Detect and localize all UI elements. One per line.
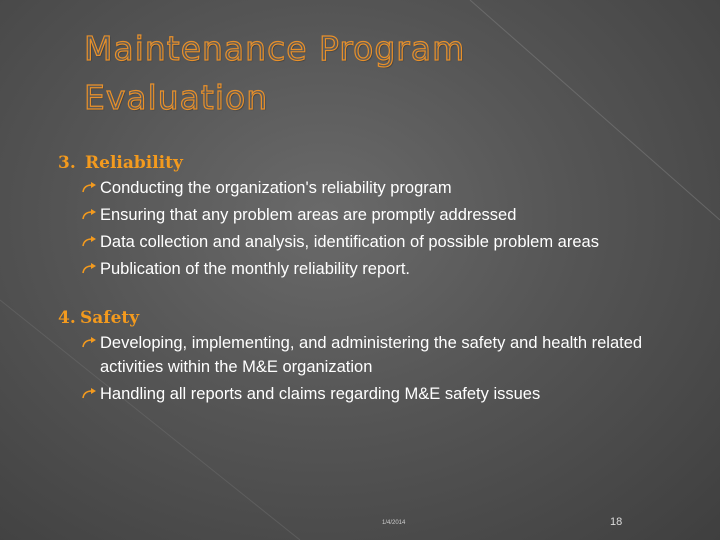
bullet-list (58, 176, 698, 281)
bullet-item (58, 230, 698, 254)
bullet-item (58, 331, 698, 379)
bullet-item (58, 176, 698, 200)
section-number: 3. (58, 153, 76, 173)
section-title: Safety (80, 308, 140, 328)
section-heading (58, 150, 698, 176)
page-number: 18 (610, 516, 623, 528)
bullet-item (58, 382, 698, 406)
curved-arrow-bullet-icon (82, 182, 97, 194)
bullet-item (58, 203, 698, 227)
bullet-item (58, 257, 698, 281)
section-heading (58, 305, 698, 331)
section-reliability (58, 150, 698, 281)
curved-arrow-bullet-icon (82, 388, 97, 400)
bullet-text: Conducting the organization's reliability program (100, 179, 452, 197)
curved-arrow-bullet-icon (82, 263, 97, 275)
section-number: 4. (58, 308, 76, 328)
curved-arrow-bullet-icon (82, 209, 97, 221)
curved-arrow-bullet-icon (82, 337, 97, 349)
section-title: Reliability (85, 153, 183, 173)
section-safety (58, 305, 698, 406)
slide-title-line-2: Evaluation (84, 78, 269, 117)
bullet-text: Data collection and analysis, identification of possible problem areas (100, 233, 599, 251)
slide-title (84, 24, 684, 122)
bullet-text: Handling all reports and claims regarding M&E safety issues (100, 385, 541, 403)
bullet-text: Publication of the monthly reliability report. (100, 260, 410, 278)
slide-title-line-1: Maintenance Program (84, 29, 466, 68)
slide-content (58, 150, 698, 409)
bullet-list (58, 331, 698, 406)
bullet-text: Developing, implementing, and administering the safety and health related activities within the M&E organization (100, 334, 643, 376)
curved-arrow-bullet-icon (82, 236, 97, 248)
bullet-text: Ensuring that any problem areas are promptly addressed (100, 206, 517, 224)
footer-date: 1/4/2014 (382, 520, 406, 526)
